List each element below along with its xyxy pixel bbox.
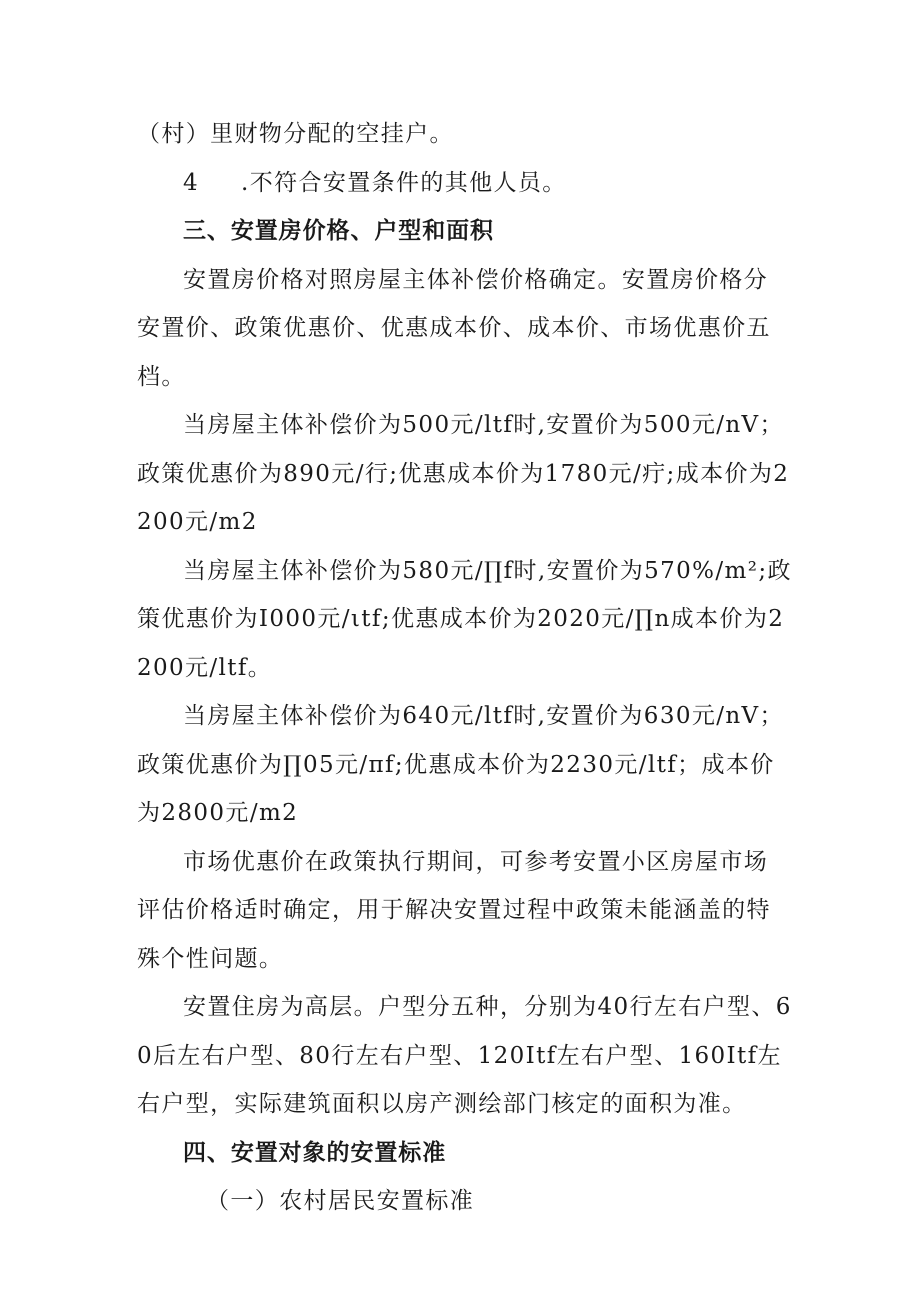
list-item-number: 4 [183, 169, 200, 196]
list-item-4 [137, 159, 792, 208]
paragraph-continuation: （村）里财物分配的空挂户。 [137, 121, 454, 147]
paragraph-price-intro: 安置房价格对照房屋主体补偿价格确定。安置房价格分安置价、政策优惠价、优惠成本价、成本价、市场优惠价五档。 [137, 266, 771, 390]
section-heading-3: 三、安置房价格、户型和面积 [183, 218, 494, 244]
section-heading-4: 四、安置对象的安置标准 [183, 1139, 447, 1166]
paragraph-market-price: 市场优惠价在政策执行期间，可参考安置小区房屋市场评估价格适时确定，用于解决安置过程中政策未能涵盖的特殊个性问题。 [137, 848, 771, 972]
paragraph-price-580: 当房屋主体补偿价为580元/∏f时,安置价为570%/m²;政策优惠价为I000元/ιtf;优惠成本价为2020元/∏n成本价为2200元/ltf。 [137, 557, 792, 681]
paragraph-price-640: 当房屋主体补偿价为640元/ltf时,安置价为630元/nV；政策优惠价为∏05元/πf;优惠成本价为2230元/ltf；成本价为2800元/m2 [137, 703, 784, 826]
paragraph-unit-types: 安置住房为高层。户型分五种，分别为40行左右户型、60后左右户型、80行左右户型、120Itf左右户型、160Itf左右户型，实际建筑面积以房产测绘部门核定的面积为准。 [137, 994, 792, 1117]
paragraph-price-500: 当房屋主体补偿价为500元/ltf时,安置价为500元/nV；政策优惠价为890元/行;优惠成本价为1780元/疔;成本价为2200元/m2 [137, 412, 790, 535]
subsection-heading-1: （一）农村居民安置标准 [206, 1188, 475, 1214]
list-item-text: .不符合安置条件的其他人员。 [241, 169, 567, 196]
